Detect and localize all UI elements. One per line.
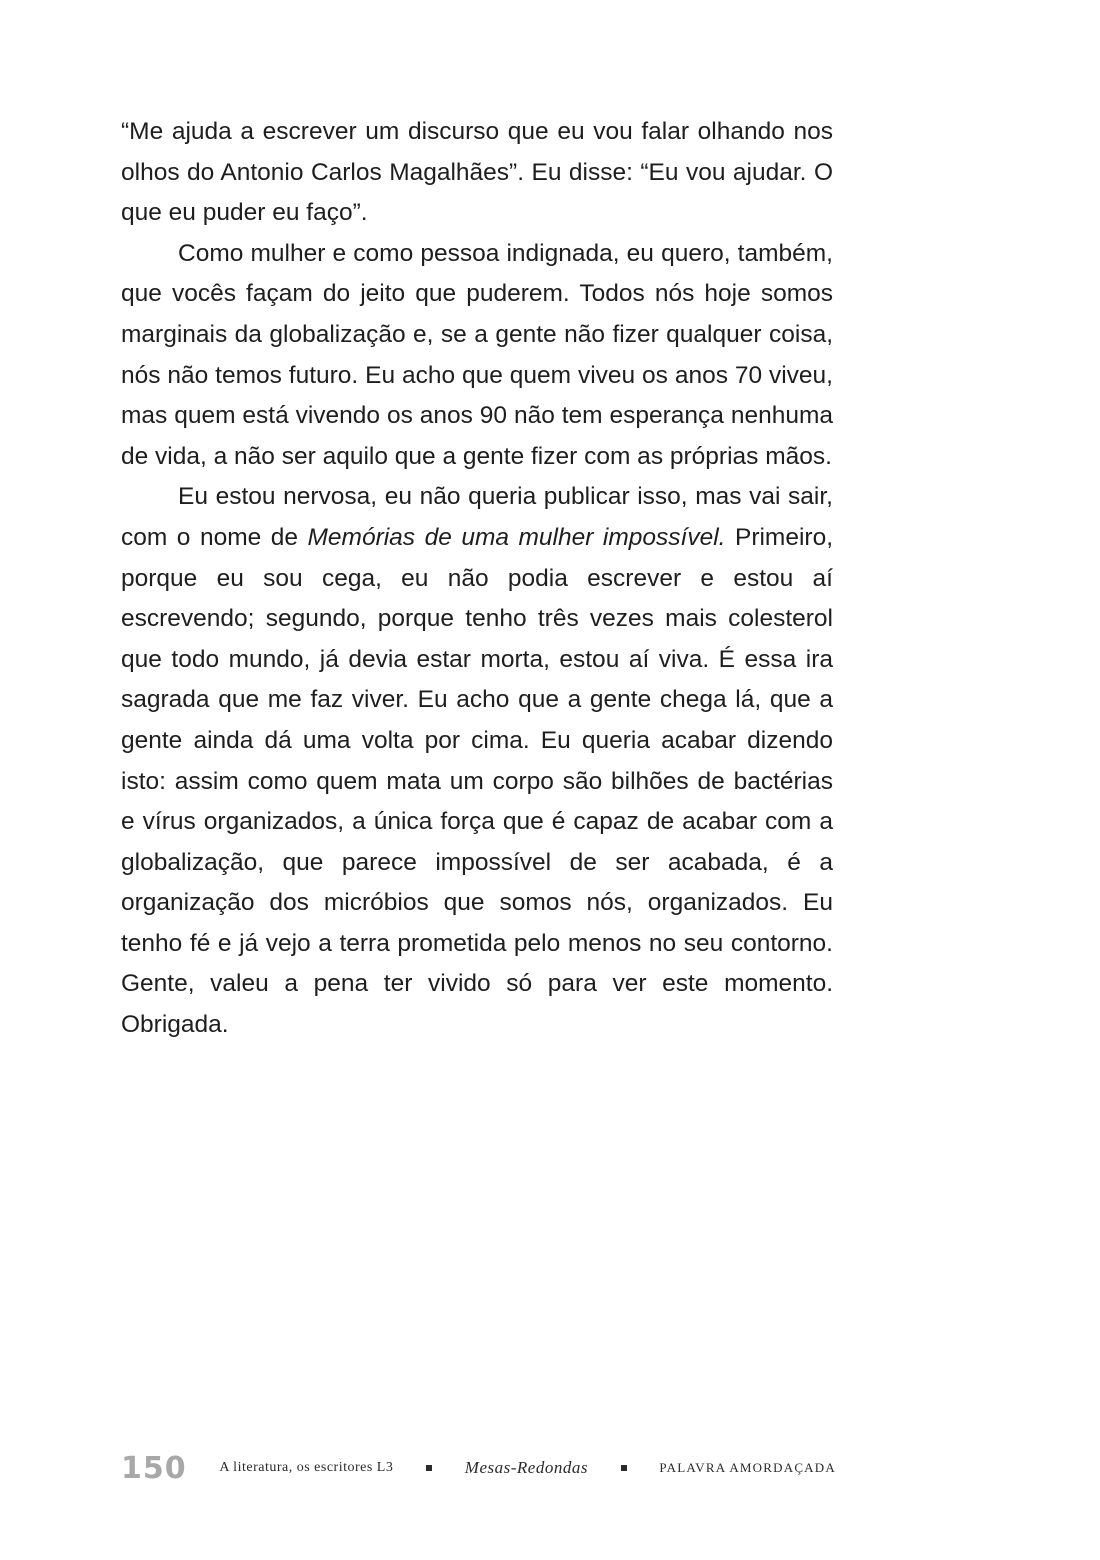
footer-book-title: A literatura, os escritores L3 <box>219 1460 394 1475</box>
page-number: 150 <box>121 1450 187 1486</box>
book-title-italic: Memórias de uma mulher impossível. <box>307 523 726 551</box>
body-text <box>121 112 833 1046</box>
footer-section: Mesas-Redondas <box>464 1458 588 1477</box>
footer-bullet-icon <box>621 1465 627 1471</box>
paragraph-3-start: Eu estou nervosa, eu não queria publicar isso, mas vai sair, com o nome de <box>121 483 833 551</box>
running-footer <box>121 1448 836 1488</box>
footer-chapter: PALAVRA AMORDAÇADA <box>659 1460 836 1475</box>
paragraph-1: “Me ajuda a escrever um discurso que eu vou falar olhando nos olhos do Antonio Carlos Magalhães”. Eu disse: “Eu vou ajudar. O que eu puder eu faço”. <box>121 118 833 227</box>
paragraph-2: Como mulher e como pessoa indignada, eu quero, também, que vocês façam do jeito que puderem. Todos nós hoje somos marginais da globalização e, se a gente não fizer qualquer coisa, nós não temos futuro. Eu acho que quem viveu os anos 70 viveu, mas quem está vivendo os anos 90 não tem esperança nenhuma de vida, a não ser aquilo que a gente fizer com as próprias mãos. <box>121 239 833 470</box>
footer-bullet-icon <box>426 1465 432 1471</box>
paragraph-3-end: Primeiro, porque eu sou cega, eu não podia escrever e estou aí escrevendo; segundo, porque tenho três vezes mais colesterol que todo mundo, já devia estar morta, estou aí viva. É essa ira sagrada que me faz viver. Eu acho que a gente chega lá, que a gente ainda dá uma volta por cima. Eu queria acabar dizendo isto: assim como quem mata um corpo são bilhões de bactérias e vírus organizados, a única força que é capaz de acabar com a globalização, que parece impossível de ser acabada, é a organização dos micróbios que somos nós, organizados. Eu tenho fé e já vejo a terra prometida pelo menos no seu contorno. Gente, valeu a pena ter vivido só para ver este momento. Obrigada. <box>121 523 833 1039</box>
paragraph-3 <box>121 477 833 1045</box>
